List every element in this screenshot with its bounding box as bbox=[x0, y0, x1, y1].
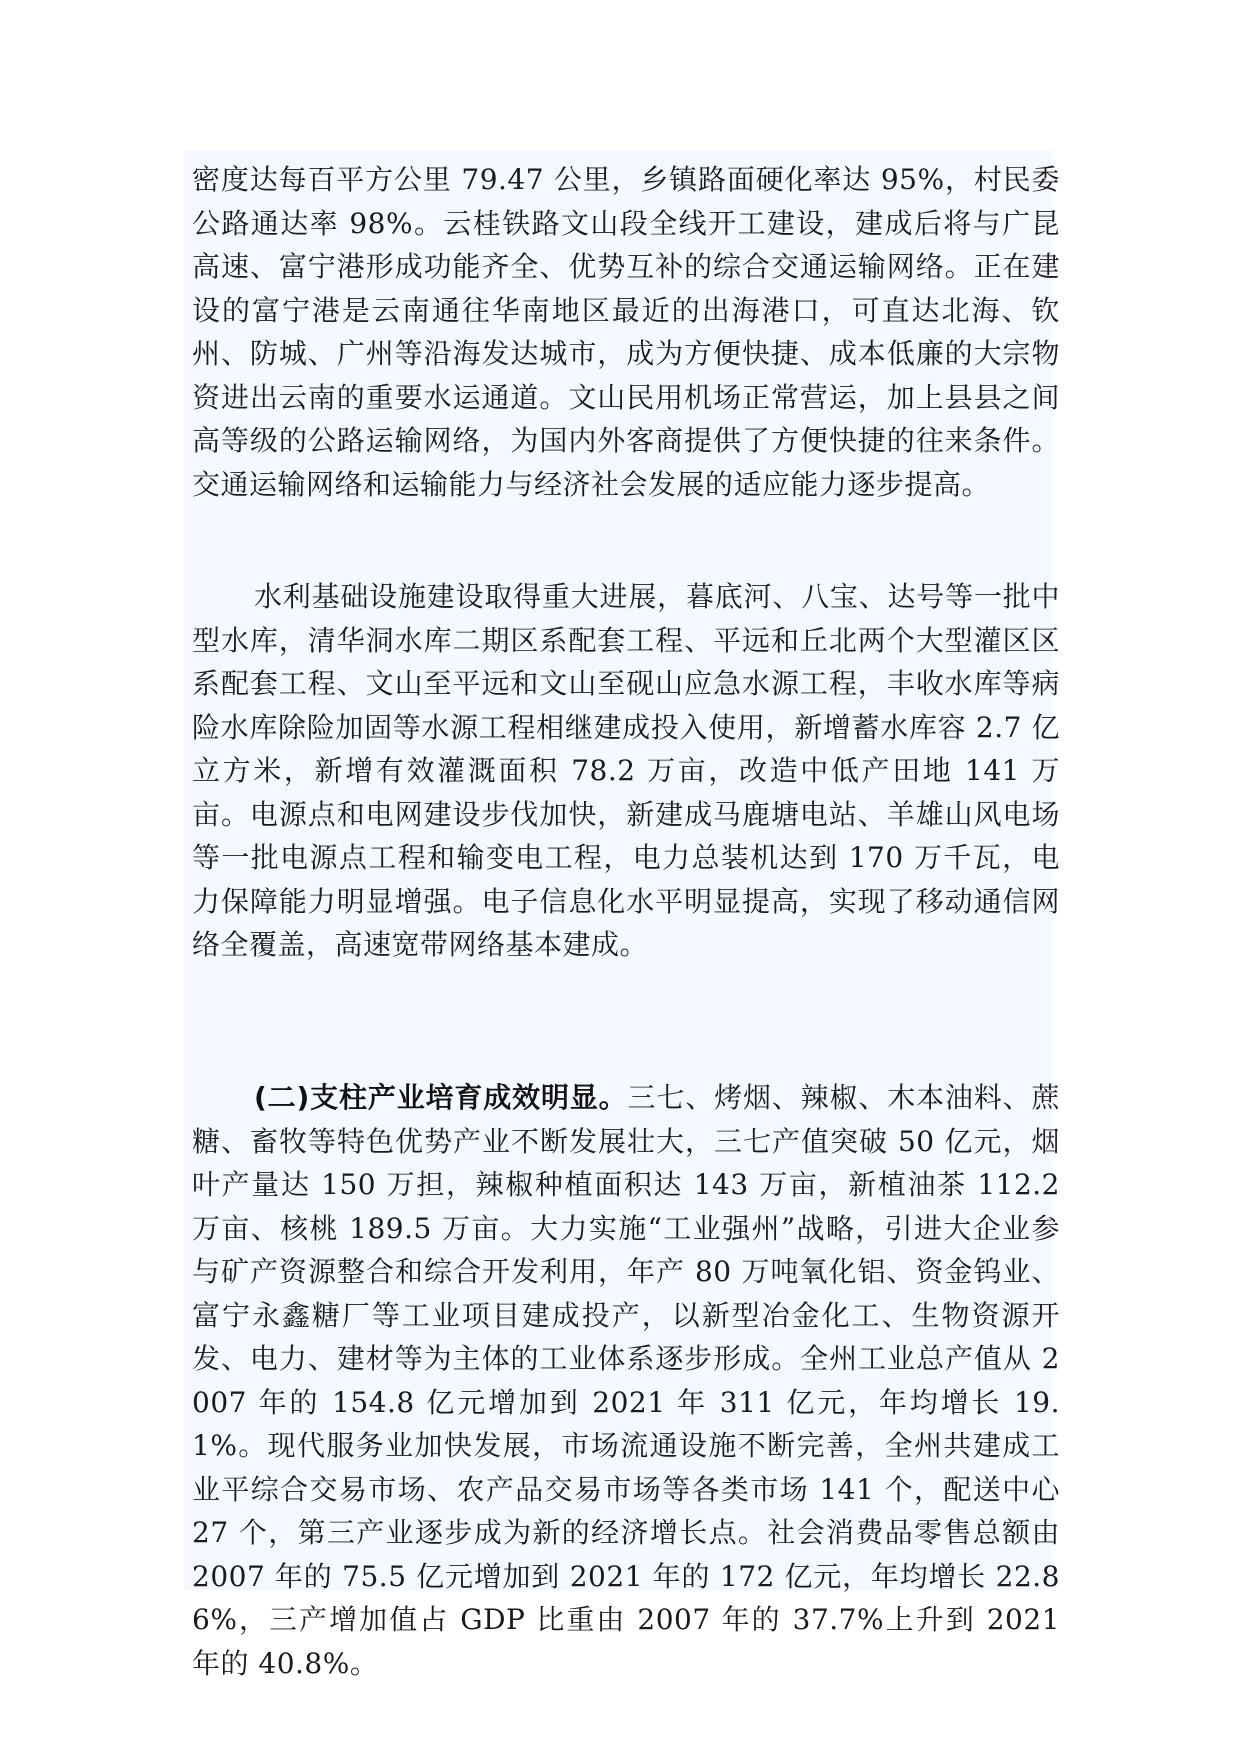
paragraph-industry bbox=[192, 1076, 1060, 1685]
paragraph-industry-body: 三七、烤烟、辣椒、木本油料、蔗糖、畜牧等特色优势产业不断发展壮大，三七产值突破 50 亿元，烟叶产量达 150 万担，辣椒种植面积达 143 万亩，新植油茶 112.2 万亩、核桃 189.5 万亩。大力实施“工业强州”战略，引进大企业参与矿产资源整合和综合开发利用，年产 80 万吨氧化铝、资金钨业、富宁永鑫糖厂等工业项目建成投产，以新型冶金化工、生物资源开发、电力、建材等为主体的工业体系逐步形成。全州工业总产值从 2007 年的 154.8 亿元增加到 2021 年 311 亿元，年均增长 19.1%。现代服务业加快发展，市场流通设施不断完善，全州共建成工业平综合交易市场、农产品交易市场等各类市场 141 个，配送中心 27 个，第三产业逐步成为新的经济增长点。社会消费品零售总额由 2007 年的 75.5 亿元增加到 2021 年的 172 亿元，年均增长 22.86%，三产增加值占 GDP 比重由 2007 年的 37.7%上升到 2021 年的 40.8%。 bbox=[192, 1081, 1060, 1680]
section-heading: (二)支柱产业培育成效明显。 bbox=[254, 1081, 628, 1114]
highlighted-text-block bbox=[184, 150, 1060, 1680]
paragraph-water-power: 水利基础设施建设取得重大进展，暮底河、八宝、达号等一批中型水库，清华洞水库二期区系配套工程、平远和丘北两个大型灌区区系配套工程、文山至平远和文山至砚山应急水源工程，丰收水库等病险水库除险加固等水源工程相继建成投入使用，新增蓄水库容 2.7 亿立方米，新增有效灌溉面积 78.2 万亩，改造中低产田地 141 万亩。电源点和电网建设步伐加快，新建成马鹿塘电站、羊雄山风电场等一批电源点工程和输变电工程，电力总装机达到 170 万千瓦，电力保障能力明显增强。电子信息化水平明显提高，实现了移动通信网络全覆盖，高速宽带网络基本建成。 bbox=[192, 580, 1060, 961]
paragraph-transport: 密度达每百平方公里 79.47 公里，乡镇路面硬化率达 95%，村民委公路通达率 98%。云桂铁路文山段全线开工建设，建成后将与广昆高速、富宁港形成功能齐全、优势互补的综合交通运输网络。正在建设的富宁港是云南通往华南地区最近的出海港口，可直达北海、钦州、防城、广州等沿海发达城市，成为方便快捷、成本低廉的大宗物资进出云南的重要水运通道。文山民用机场正常营运，加上县县之间高等级的公路运输网络，为国内外客商提供了方便快捷的往来条件。交通运输网络和运输能力与经济社会发展的适应能力逐步提高。 bbox=[192, 163, 1060, 501]
